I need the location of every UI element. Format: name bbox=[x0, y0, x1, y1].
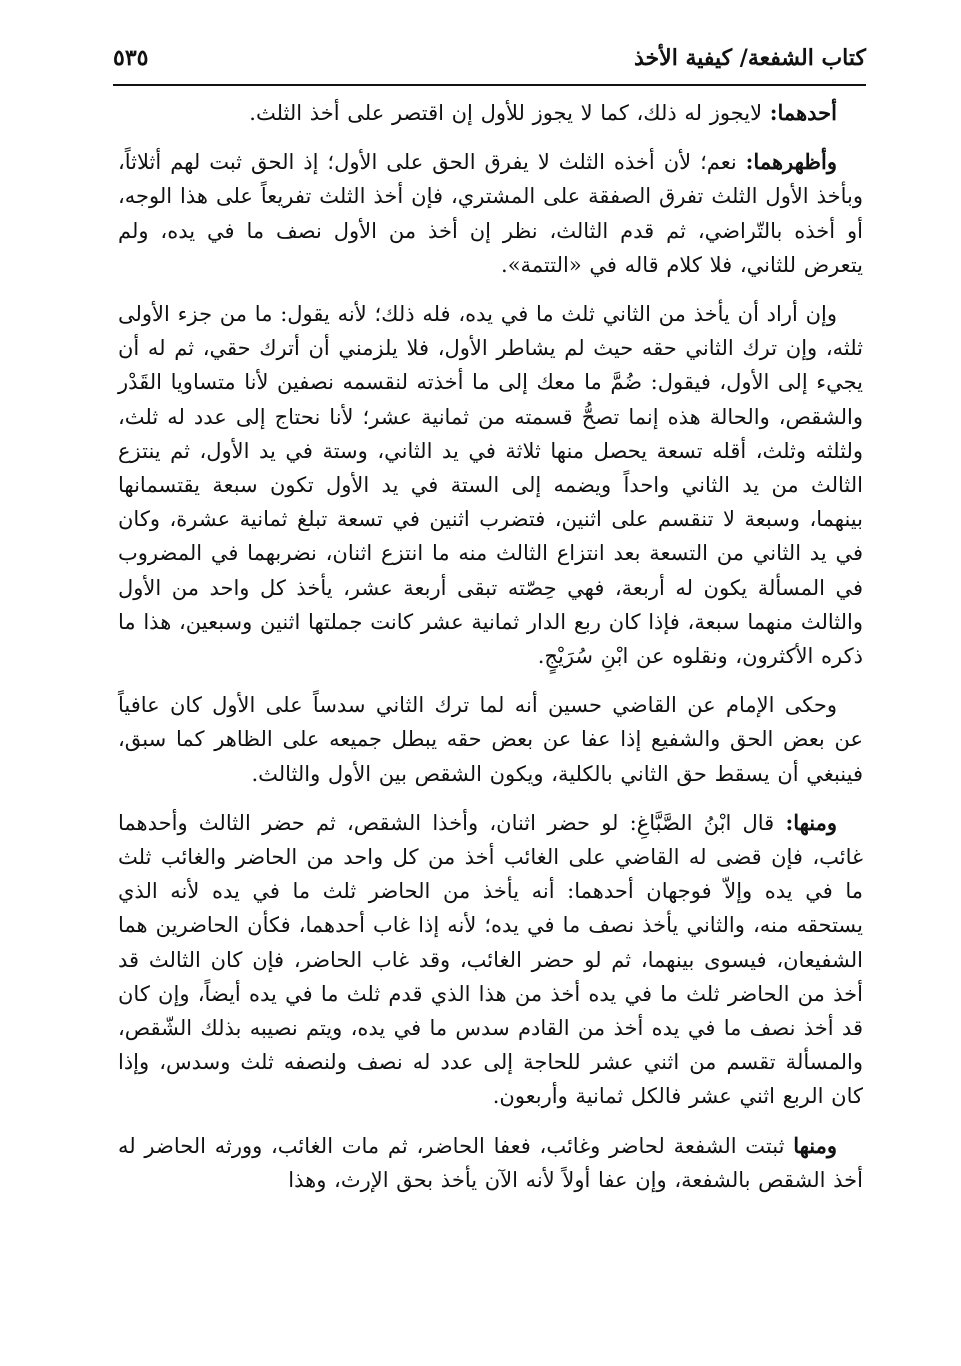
paragraph-text: قال ابْنُ الصَّبَّاغِ: لو حضر اثنان، وأخذا الشقص، ثم حضر الثالث وأحدهما غائب، فإن قضى له القاضي على الغائب أخذ من كل واحد من الحاضر والغائب ثلث ما في يده وإلاّ فوجهان أحدهما: أنه يأخذ من الحاضر ثلث ما في يده لأنه الذي يستحقه منه، والثاني يأخذ نصف ما في يده؛ لأنه إذا غاب أحدهما، فكأن الحاضرين هما الشفيعان، فيسوى بينهما، ثم لو حضر الغائب، وقد غاب الحاضر، فإن كان الثالث قد أخذ من الحاضر ثلث ما في يده أخذ من هذا الذي قدم ثلث ما في يده أيضاً، وإن كان قد أخذ نصف ما في يده أخذ من القادم سدس ما في يده، ويتم نصيبه بذلك الشّقص، والمسألة تقسم من اثني عشر للحاجة إلى عدد له نصف ولنصفه ثلث وسدس، وإذا كان الربع اثني عشر فالكل ثمانية وأربعون. bbox=[118, 810, 863, 1109]
paragraph-ibn-sabbagh bbox=[118, 806, 863, 1114]
paragraph-lead: وأظهرهما: bbox=[745, 149, 837, 175]
paragraph-first-view bbox=[118, 96, 863, 130]
header-divider bbox=[113, 84, 866, 86]
page-number: ٥٣٥ bbox=[113, 45, 149, 71]
paragraph-text: لايجوز له ذلك، كما لا يجوز للأول إن اقتصر على أخذ الثلث. bbox=[249, 101, 770, 125]
paragraph-imam-report bbox=[118, 688, 863, 791]
paragraph-lead: ومنها bbox=[793, 1132, 837, 1158]
paragraph-text: وحكى الإمام عن القاضي حسين أنه لما ترك الثاني سدساً على الأول كان عافياً عن بعض الحق والشفيع إذا عفا عن بعض حقه يبطل جميعه على الظاهر كما سبق، فينبغي أن يسقط حق الثاني بالكلية، ويكون الشقص بين الأول والثالث. bbox=[118, 693, 863, 786]
paragraph-stronger-view bbox=[118, 145, 863, 282]
paragraph-present-absent bbox=[118, 1129, 863, 1197]
page-body bbox=[118, 96, 863, 1212]
paragraph-text: ثبتت الشفعة لحاضر وغائب، فعفا الحاضر، ثم مات الغائب، وورثه الحاضر له أخذ الشقص بالشفعة، وإن عفا أولاً لأنه الآن يأخذ بحق الإرث، وهذا bbox=[118, 1133, 863, 1192]
paragraph-lead: أحدهما: bbox=[769, 100, 837, 125]
paragraph-second-share bbox=[118, 297, 863, 673]
running-header bbox=[113, 40, 866, 84]
paragraph-text: نعم؛ لأن أخذه الثلث لا يفرق الحق على الأول؛ إذ الحق ثبت لهم أثلاثاً، وبأخذ الأول الثلث تفرق الصفقة على المشتري، فإن أخذ الثلث تفريعاً على هذا الوجه، أو أخذه بالتّراضي، ثم قدم الثالث، نظر إن أخذ من الأول نصف ما في يده، ولم يتعرض للثاني، فلا كلام قاله في «التتمة». bbox=[118, 150, 863, 277]
paragraph-lead: ومنها: bbox=[785, 809, 837, 835]
chapter-title: كتاب الشفعة/ كيفية الأخذ bbox=[634, 45, 866, 71]
paragraph-text: وإن أراد أن يأخذ من الثاني ثلث ما في يده، فله ذلك؛ لأنه يقول: ما من جزء الأولى ثلثه، وإن ترك الثاني حقه حيث لم يشاطر الأول، فلا يلزمني أن أترك حقي، ثم له أن يجيء إلى الأول، فيقول: ضُمَّ ما معك إلى ما أخذته لنقسمه نصفين لأنا متساويا القَدْر والشقص، والحالة هذه إنما تصحُّ قسمته من ثمانية عشر؛ لأنا نحتاج إلى عدد له ثلث، ولثلثه وثلث، أقله تسعة يحصل منها ثلاثة في يد الثاني، وستة في يد الأول، ثم ينتزع الثالث من يد الثاني واحداً ويضمه إلى الستة في يد الأول تكون سبعة يقتسمانها بينهما، وسبعة لا تنقسم على اثنين، فتضرب اثنين في تسعة تبلغ ثمانية عشرة، وكان في يد الثاني من التسعة بعد انتزاع الثالث منه ما انتزع اثنان، نضربهما في المضروب في المسألة يكون له أربعة، فهي حِصّته تبقى أربعة عشر، يأخذ كل واحد من الأول والثالث منهما سبعة، فإذا كان ربع الدار ثمانية عشر كانت جملتها اثنين وسبعين، هذا ما ذكره الأكثرون، ونقلوه عن ابْنِ سُرَيْجٍ. bbox=[118, 302, 863, 669]
